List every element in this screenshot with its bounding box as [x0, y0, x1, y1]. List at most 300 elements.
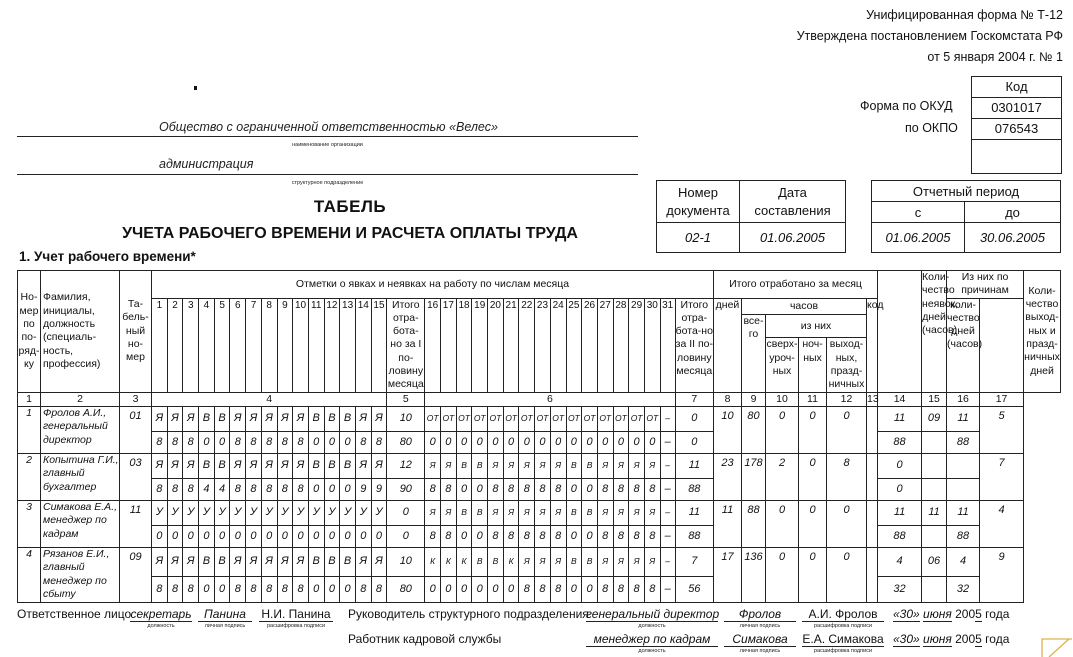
day-hours: –: [660, 576, 675, 602]
day-code: В: [582, 547, 598, 576]
day-code: Я: [629, 547, 645, 576]
day-hours: 0: [644, 431, 660, 453]
employee-name: Копытина Г.И., главный бухгалтер: [41, 453, 120, 500]
day-hours: 8: [503, 525, 519, 547]
day-hours: 0: [230, 525, 246, 547]
employee-row: [18, 500, 1061, 525]
day-code: У: [308, 500, 324, 525]
column-number: 16: [947, 392, 980, 406]
head-date: [893, 607, 1009, 622]
col-header-of-them: из них: [766, 314, 867, 338]
hr-sign-caption: личная подпись: [739, 648, 781, 654]
column-number: 10: [766, 392, 799, 406]
day-hours: 8: [597, 478, 613, 500]
day-hours: 0: [199, 431, 215, 453]
day-hours: 8: [519, 576, 535, 602]
day-code: У: [199, 500, 215, 525]
hr-date: [893, 632, 1009, 647]
day-hours: 0: [566, 478, 582, 500]
head-position: генеральный директор: [586, 607, 720, 621]
day-hours: 8: [246, 576, 262, 602]
worked-hours-total: 80: [742, 406, 766, 453]
day-hours: 0: [324, 576, 340, 602]
day-hours: 8: [183, 431, 199, 453]
head-date-suffix: года: [985, 607, 1010, 621]
day-hours: 8: [441, 525, 457, 547]
column-number: 12: [827, 392, 867, 406]
itogo1-hours: 90: [387, 478, 425, 500]
corner-mark: [1039, 631, 1073, 657]
day-code: Я: [519, 500, 535, 525]
day-code: В: [199, 547, 215, 576]
head-signature: Фролов: [724, 607, 796, 622]
day-header: 24: [550, 298, 566, 392]
day-code: ОТ: [488, 406, 504, 431]
day-code: В: [472, 500, 488, 525]
empty-cell: [867, 453, 878, 500]
day-code: Я: [519, 547, 535, 576]
day-code: Я: [277, 406, 293, 431]
absence-days: 4: [947, 547, 980, 576]
day-code: В: [566, 500, 582, 525]
day-code: Я: [629, 500, 645, 525]
day-hours: 0: [613, 431, 629, 453]
column-number: 7: [675, 392, 713, 406]
column-number: 4: [152, 392, 387, 406]
day-hours: 8: [550, 478, 566, 500]
day-hours: 0: [456, 525, 472, 547]
day-hours: 0: [503, 431, 519, 453]
day-code: Я: [261, 406, 277, 431]
day-hours: 0: [550, 431, 566, 453]
absent-days: 11: [878, 406, 922, 431]
day-code: В: [214, 547, 230, 576]
worked-days: 23: [714, 453, 742, 500]
resp-signature: Панина: [198, 607, 252, 622]
organization-name: Общество с ограниченной ответственностью «Велес»: [159, 120, 498, 134]
responsible-row: [17, 607, 131, 621]
head-date-month: июня: [923, 607, 952, 621]
day-code: Я: [355, 406, 371, 431]
day-code: Я: [629, 453, 645, 478]
absent-days: 0: [878, 453, 922, 478]
timesheet-table: [17, 270, 1061, 603]
day-code: Я: [230, 453, 246, 478]
section-title: 1. Учет рабочего времени*: [19, 249, 196, 264]
day-hours: 0: [308, 525, 324, 547]
day-code: У: [340, 500, 356, 525]
day-hours: 8: [597, 525, 613, 547]
day-hours: 8: [597, 576, 613, 602]
day-code: Я: [371, 406, 387, 431]
day-hours: 8: [550, 576, 566, 602]
day-hours: 0: [519, 431, 535, 453]
day-hours: 0: [308, 576, 324, 602]
head-date-year-digit: 5: [975, 607, 982, 621]
day-hours: 0: [324, 478, 340, 500]
day-code: ОТ: [644, 406, 660, 431]
day-header: 18: [456, 298, 472, 392]
day-hours: 0: [308, 431, 324, 453]
day-code: Я: [246, 453, 262, 478]
col-header-total: все-го: [742, 314, 766, 392]
day-header: 14: [355, 298, 371, 392]
holiday-days: 5: [980, 406, 1024, 453]
department-caption: структурное подразделение: [291, 180, 364, 186]
absence-code: 09: [922, 406, 947, 431]
overtime-hours: 0: [766, 406, 799, 453]
day-hours: 8: [293, 431, 309, 453]
day-hours: 0: [456, 576, 472, 602]
doc-date-value: 01.06.2005: [740, 223, 846, 253]
day-hours: 0: [535, 431, 551, 453]
col-header-worked: Итого отработано за месяц: [714, 271, 878, 299]
day-code: Я: [152, 406, 168, 431]
day-code: ОТ: [519, 406, 535, 431]
day-hours: 0: [261, 525, 277, 547]
worked-hours-total: 136: [742, 547, 766, 602]
day-hours: 0: [582, 525, 598, 547]
day-hours: 8: [535, 525, 551, 547]
department-name: администрация: [159, 157, 254, 171]
itogo1-days: 12: [387, 453, 425, 478]
itogo1-days: 10: [387, 406, 425, 431]
codes-box: [971, 76, 1062, 174]
kod-label: Код: [972, 77, 1061, 98]
day-hours: 0: [214, 431, 230, 453]
day-hours: 0: [324, 431, 340, 453]
col-header-absent: Коли-чество неявок, дней (часов): [922, 271, 947, 393]
itogo2-days: 0: [675, 406, 713, 431]
day-hours: 8: [246, 431, 262, 453]
day-code: ОТ: [535, 406, 551, 431]
col-header-number: Но-мер по по-ряд-ку: [18, 271, 41, 393]
day-code: Я: [246, 547, 262, 576]
col-header-night: ноч-ных: [799, 338, 827, 392]
head-name-block: [802, 607, 884, 629]
day-hours: 0: [582, 576, 598, 602]
day-hours: –: [660, 431, 675, 453]
form-number: Унифицированная форма № Т-12: [866, 8, 1063, 22]
day-hours: 0: [199, 525, 215, 547]
day-header: 29: [629, 298, 645, 392]
day-code: У: [167, 500, 183, 525]
employee-number: 2: [18, 453, 41, 500]
day-code: ОТ: [425, 406, 441, 431]
itogo2-hours: 88: [675, 478, 713, 500]
day-hours: 0: [355, 525, 371, 547]
worked-hours-total: 88: [742, 500, 766, 547]
night-hours: 0: [799, 547, 827, 602]
day-hours: 8: [613, 525, 629, 547]
col-header-name: Фамилия, инициалы, должность (специаль-ность, профессия): [41, 271, 120, 393]
absent-hours: 88: [878, 525, 922, 547]
day-hours: 0: [441, 431, 457, 453]
day-hours: 8: [371, 576, 387, 602]
day-hours: 0: [277, 525, 293, 547]
day-code: В: [308, 406, 324, 431]
itogo2-hours: 88: [675, 525, 713, 547]
absent-days: 4: [878, 547, 922, 576]
day-code: У: [183, 500, 199, 525]
employee-hours-row: [18, 431, 1061, 453]
day-code: В: [456, 453, 472, 478]
absence-days: 11: [947, 406, 980, 431]
hr-label: Работник кадровой службы: [348, 632, 502, 646]
day-code: В: [472, 453, 488, 478]
column-number: 9: [742, 392, 766, 406]
empty-cell: [867, 406, 878, 453]
column-number: 11: [799, 392, 827, 406]
day-hours: 8: [246, 478, 262, 500]
day-code: Я: [230, 406, 246, 431]
day-code: Я: [441, 453, 457, 478]
day-code: Я: [152, 453, 168, 478]
day-hours: 8: [488, 525, 504, 547]
absence-days: 11: [947, 500, 980, 525]
resp-sign-caption: личная подпись: [204, 623, 246, 629]
absence-code: [922, 453, 947, 478]
column-number: 1: [18, 392, 41, 406]
day-header: 1: [152, 298, 168, 392]
day-hours: 8: [355, 576, 371, 602]
absent-hours: 32: [878, 576, 922, 602]
period-box: [871, 180, 1061, 253]
day-header: 26: [582, 298, 598, 392]
empty-cell: [922, 576, 947, 602]
day-hours: 8: [425, 478, 441, 500]
hr-name-block: [802, 632, 884, 654]
employee-number: 1: [18, 406, 41, 453]
day-hours: 8: [425, 525, 441, 547]
day-code: У: [246, 500, 262, 525]
day-code: К: [425, 547, 441, 576]
day-code: В: [199, 453, 215, 478]
day-header: 7: [246, 298, 262, 392]
day-code: Я: [425, 453, 441, 478]
day-code: Я: [644, 547, 660, 576]
itogo1-days: 0: [387, 500, 425, 525]
day-hours: 8: [550, 525, 566, 547]
day-hours: 0: [566, 431, 582, 453]
organization-caption: наименование организации: [292, 142, 363, 148]
day-header: 23: [535, 298, 551, 392]
hr-date-year-digit: 5: [975, 632, 982, 646]
weekend-hours: 8: [827, 453, 867, 500]
day-hours: 0: [214, 576, 230, 602]
day-code: Я: [183, 453, 199, 478]
day-hours: 0: [503, 576, 519, 602]
day-header: 20: [488, 298, 504, 392]
day-hours: 0: [340, 431, 356, 453]
day-code: В: [456, 500, 472, 525]
day-code: В: [566, 547, 582, 576]
day-hours: 8: [167, 431, 183, 453]
day-code: У: [214, 500, 230, 525]
empty-cell: [867, 500, 878, 547]
empty-cell: [922, 478, 947, 500]
day-code: Я: [597, 500, 613, 525]
employee-hours-row: [18, 478, 1061, 500]
col-header-overtime: сверх-уроч-ных: [766, 338, 799, 392]
day-code: –: [660, 406, 675, 431]
day-code: В: [582, 453, 598, 478]
day-code: ОТ: [472, 406, 488, 431]
head-sign-caption: личная подпись: [739, 623, 781, 629]
day-hours: 8: [519, 525, 535, 547]
resp-name: Н.И. Панина: [259, 607, 333, 622]
day-hours: 0: [488, 431, 504, 453]
absence-hours: [947, 478, 980, 500]
day-hours: 0: [566, 576, 582, 602]
weekend-hours: 0: [827, 406, 867, 453]
col-header-itogo2: Итого отра-бота-но за II по-ловину месяца: [675, 298, 713, 392]
day-hours: 0: [214, 525, 230, 547]
resp-sign-block: [198, 607, 252, 629]
day-code: Я: [535, 453, 551, 478]
itogo2-hours: 0: [675, 431, 713, 453]
day-code: У: [293, 500, 309, 525]
absence-code: 11: [922, 500, 947, 525]
approval-line: Утверждена постановлением Госкомстата РФ: [796, 29, 1063, 43]
column-number: 17: [980, 392, 1024, 406]
day-header: 8: [261, 298, 277, 392]
day-hours: –: [660, 478, 675, 500]
day-code: Я: [550, 547, 566, 576]
col-header-hours: часов: [742, 298, 867, 314]
day-hours: 8: [261, 576, 277, 602]
day-code: Я: [550, 500, 566, 525]
day-hours: 8: [629, 525, 645, 547]
header-row: [18, 271, 1061, 299]
absent-hours: 88: [878, 431, 922, 453]
period-to-value: 30.06.2005: [965, 223, 1061, 253]
employee-tab-number: 03: [120, 453, 152, 500]
empty-header-cell: [878, 271, 922, 393]
day-code: –: [660, 453, 675, 478]
day-code: ОТ: [441, 406, 457, 431]
day-code: Я: [597, 453, 613, 478]
day-code: В: [340, 547, 356, 576]
day-code: ОТ: [613, 406, 629, 431]
day-hours: 8: [371, 431, 387, 453]
day-hours: 0: [340, 478, 356, 500]
night-hours: 0: [799, 500, 827, 547]
column-number: 13: [867, 392, 879, 405]
col-header-holidays: Коли-чество выход-ных и празд-ничных дней: [1024, 271, 1061, 393]
absence-hours: 88: [947, 431, 980, 453]
day-hours: 0: [308, 478, 324, 500]
column-number: 15: [922, 392, 947, 406]
day-header: 10: [293, 298, 309, 392]
day-hours: 8: [441, 478, 457, 500]
day-code: ОТ: [629, 406, 645, 431]
day-header: 16: [425, 298, 441, 392]
column-number: 2: [41, 392, 120, 406]
day-code: Я: [293, 453, 309, 478]
column-numbers-row: [18, 392, 1061, 406]
day-hours: 8: [629, 576, 645, 602]
worked-days: 17: [714, 547, 742, 602]
day-hours: 0: [456, 431, 472, 453]
hr-position-caption: должность: [638, 648, 666, 654]
day-code: Я: [277, 547, 293, 576]
itogo1-hours: 0: [387, 525, 425, 547]
day-header: 30: [644, 298, 660, 392]
head-name: А.И. Фролов: [802, 607, 884, 622]
employee-name: Фролов А.И., генеральный директор: [41, 406, 120, 453]
day-hours: 0: [371, 525, 387, 547]
day-header: 5: [214, 298, 230, 392]
day-code: Я: [246, 406, 262, 431]
head-name-caption: расшифровка подписи: [813, 623, 873, 629]
day-hours: 0: [167, 525, 183, 547]
day-hours: 0: [566, 525, 582, 547]
day-code: Я: [167, 453, 183, 478]
day-header: 9: [277, 298, 293, 392]
empty-cell: [922, 431, 947, 453]
col-header-itogo1: Итого отра-бота-но за I по-ловину месяца: [387, 298, 424, 391]
empty-cell: [867, 547, 878, 602]
day-hours: 0: [293, 525, 309, 547]
head-sign-block: [724, 607, 796, 629]
day-code: В: [324, 547, 340, 576]
night-hours: 0: [799, 406, 827, 453]
day-hours: 0: [597, 431, 613, 453]
column-number: 3: [120, 392, 152, 406]
employee-hours-row: [18, 576, 1061, 602]
day-hours: 8: [535, 478, 551, 500]
day-hours: 8: [355, 431, 371, 453]
day-code: У: [230, 500, 246, 525]
day-hours: 8: [293, 576, 309, 602]
head-position-block: [586, 607, 718, 629]
day-header: 22: [519, 298, 535, 392]
resp-position-caption: должность: [147, 623, 175, 629]
resp-position: секретарь: [130, 607, 192, 621]
organization-name-field: [17, 120, 638, 137]
okud-value: 0301017: [972, 98, 1061, 119]
day-hours: 8: [261, 478, 277, 500]
day-code: Я: [152, 547, 168, 576]
responsible-label: Ответственное лицо: [17, 607, 132, 621]
day-code: У: [277, 500, 293, 525]
day-hours: 8: [613, 576, 629, 602]
day-hours: 0: [425, 431, 441, 453]
doc-number-label: Номер документа: [657, 181, 740, 223]
col-header-days: дней: [714, 298, 742, 392]
hr-date-day: «30»: [893, 632, 920, 646]
day-hours: 8: [230, 478, 246, 500]
day-code: Я: [183, 547, 199, 576]
holiday-days: 7: [980, 453, 1024, 500]
itogo1-hours: 80: [387, 431, 425, 453]
employee-row: [18, 406, 1061, 431]
day-code: К: [441, 547, 457, 576]
day-code: ОТ: [597, 406, 613, 431]
column-number: 5: [387, 392, 425, 406]
day-code: –: [660, 500, 675, 525]
day-hours: 0: [582, 431, 598, 453]
absence-hours: 88: [947, 525, 980, 547]
document-title: ТАБЕЛЬ: [313, 197, 387, 216]
day-header: 13: [340, 298, 356, 392]
employee-tab-number: 11: [120, 500, 152, 547]
employee-tab-number: 09: [120, 547, 152, 602]
day-hours: 0: [629, 431, 645, 453]
day-code: В: [566, 453, 582, 478]
day-hours: 0: [488, 576, 504, 602]
